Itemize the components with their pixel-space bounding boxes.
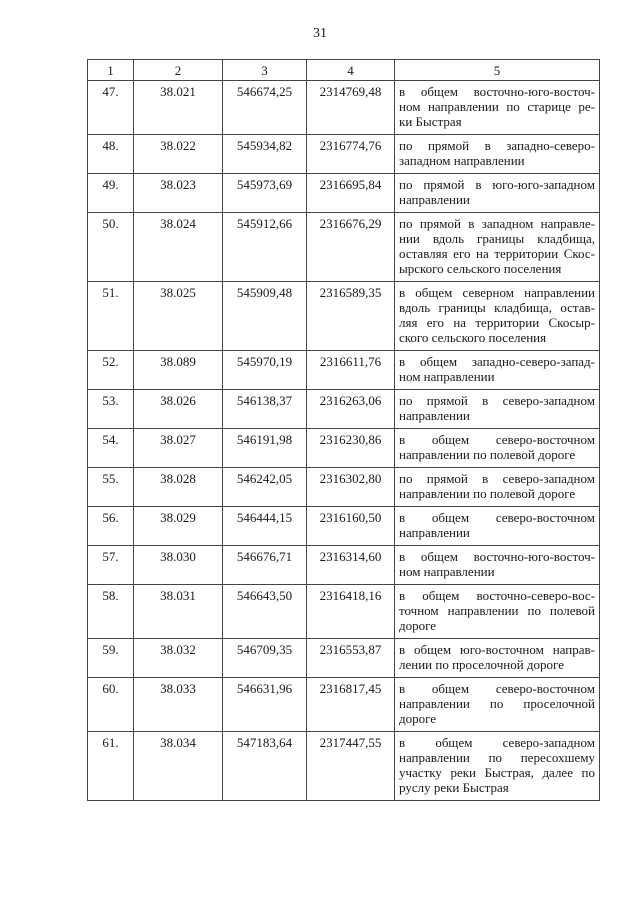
description-line: оставляя его на территории Скос- (399, 246, 595, 261)
point-id: 38.021 (134, 81, 223, 135)
table-row (88, 390, 600, 429)
point-id: 38.034 (134, 732, 223, 801)
description-line: направлении по проселочной (399, 696, 595, 711)
header-col-5: 5 (395, 60, 600, 81)
boundary-table (87, 59, 600, 801)
coord-x: 545909,48 (223, 282, 307, 351)
coord-y: 2316230,86 (307, 429, 395, 468)
point-id: 38.025 (134, 282, 223, 351)
coord-y: 2316817,45 (307, 678, 395, 732)
coord-y: 2316611,76 (307, 351, 395, 390)
description-line: в общем восточно-юго-восточ- (399, 84, 595, 99)
direction-description (395, 81, 600, 135)
description-line: ки Быстрая (399, 114, 462, 129)
coord-y: 2317447,55 (307, 732, 395, 801)
point-id: 38.026 (134, 390, 223, 429)
description-line: ского сельского поселения (399, 330, 547, 345)
coord-x: 545912,66 (223, 213, 307, 282)
description-line: руслу реки Быстрая (399, 780, 509, 795)
coord-x: 546709,35 (223, 639, 307, 678)
coord-x: 545934,82 (223, 135, 307, 174)
coord-x: 546242,05 (223, 468, 307, 507)
description-line: в общем юго-восточном направ- (399, 642, 595, 657)
description-line: направлении по пересохшему (399, 750, 595, 765)
header-col-1: 1 (88, 60, 134, 81)
direction-description (395, 135, 600, 174)
table-row (88, 351, 600, 390)
description-line: по прямой в западно-северо- (399, 138, 595, 153)
coord-x: 546631,96 (223, 678, 307, 732)
page-number: 31 (313, 26, 327, 41)
point-id: 38.029 (134, 507, 223, 546)
table-row (88, 468, 600, 507)
point-id: 38.028 (134, 468, 223, 507)
description-line: направлении по полевой дороге (399, 447, 576, 462)
description-line: участку реки Быстрая, далее по (399, 765, 595, 780)
point-id: 38.033 (134, 678, 223, 732)
coord-x: 545970,19 (223, 351, 307, 390)
coord-y: 2316676,29 (307, 213, 395, 282)
table-row (88, 678, 600, 732)
description-line: в общем восточно-юго-восточ- (399, 549, 595, 564)
row-number: 48. (88, 135, 134, 174)
row-number: 53. (88, 390, 134, 429)
point-id: 38.031 (134, 585, 223, 639)
direction-description (395, 585, 600, 639)
description-line: вдоль границы кладбища, остав- (399, 300, 595, 315)
table-row (88, 507, 600, 546)
coord-y: 2316553,87 (307, 639, 395, 678)
table-row (88, 585, 600, 639)
point-id: 38.023 (134, 174, 223, 213)
table-row (88, 174, 600, 213)
direction-description (395, 546, 600, 585)
row-number: 49. (88, 174, 134, 213)
table-row (88, 429, 600, 468)
coord-x: 546674,25 (223, 81, 307, 135)
description-line: по прямой в северо-западном (399, 393, 595, 408)
row-number: 56. (88, 507, 134, 546)
header-row (88, 60, 600, 81)
point-id: 38.022 (134, 135, 223, 174)
description-line: в общем северо-восточном (399, 510, 595, 525)
description-line: направлении по полевой дороге (399, 486, 576, 501)
description-line: направлении (399, 408, 470, 423)
coord-x: 546138,37 (223, 390, 307, 429)
row-number: 58. (88, 585, 134, 639)
table-row (88, 135, 600, 174)
coord-x: 546676,71 (223, 546, 307, 585)
description-line: по прямой в юго-юго-западном (399, 177, 595, 192)
header-col-2: 2 (134, 60, 223, 81)
direction-description (395, 507, 600, 546)
description-line: ном направлении (399, 564, 495, 579)
row-number: 59. (88, 639, 134, 678)
header-col-3: 3 (223, 60, 307, 81)
description-line: ном направлении (399, 369, 495, 384)
direction-description (395, 390, 600, 429)
description-line: дороге (399, 618, 437, 633)
coord-x: 546444,15 (223, 507, 307, 546)
row-number: 57. (88, 546, 134, 585)
coord-y: 2316314,60 (307, 546, 395, 585)
table-row (88, 213, 600, 282)
direction-description (395, 468, 600, 507)
coord-x: 546643,50 (223, 585, 307, 639)
direction-description (395, 732, 600, 801)
description-line: в общем северном направлении (399, 285, 595, 300)
row-number: 52. (88, 351, 134, 390)
table-row (88, 81, 600, 135)
table-row (88, 282, 600, 351)
description-line: точном направлении по полевой (399, 603, 595, 618)
description-line: нии вдоль границы кладбища, (399, 231, 595, 246)
table-row (88, 639, 600, 678)
row-number: 55. (88, 468, 134, 507)
coord-y: 2316160,50 (307, 507, 395, 546)
coord-y: 2316589,35 (307, 282, 395, 351)
coord-x: 545973,69 (223, 174, 307, 213)
row-number: 47. (88, 81, 134, 135)
description-line: ляя его на территории Скосыр- (399, 315, 595, 330)
row-number: 60. (88, 678, 134, 732)
coord-y: 2316418,16 (307, 585, 395, 639)
table-header (88, 60, 600, 81)
direction-description (395, 351, 600, 390)
description-line: лении по проселочной дороге (399, 657, 564, 672)
row-number: 61. (88, 732, 134, 801)
table-row (88, 546, 600, 585)
description-line: направлении (399, 192, 470, 207)
coord-y: 2316695,84 (307, 174, 395, 213)
coord-x: 546191,98 (223, 429, 307, 468)
direction-description (395, 174, 600, 213)
point-id: 38.032 (134, 639, 223, 678)
description-line: по прямой в западном направле- (399, 216, 595, 231)
point-id: 38.089 (134, 351, 223, 390)
description-line: направлении (399, 525, 470, 540)
direction-description (395, 639, 600, 678)
description-line: по прямой в северо-западном (399, 471, 595, 486)
coord-y: 2316774,76 (307, 135, 395, 174)
description-line: западном направлении (399, 153, 525, 168)
table-row (88, 732, 600, 801)
row-number: 50. (88, 213, 134, 282)
description-line: ном направлении по старице ре- (399, 99, 595, 114)
table-body (88, 81, 600, 801)
point-id: 38.030 (134, 546, 223, 585)
description-line: в общем западно-северо-запад- (399, 354, 595, 369)
direction-description (395, 213, 600, 282)
description-line: в общем северо-восточном (399, 681, 595, 696)
header-col-4: 4 (307, 60, 395, 81)
description-line: в общем северо-восточном (399, 432, 595, 447)
coord-y: 2316263,06 (307, 390, 395, 429)
description-line: в общем восточно-северо-вос- (399, 588, 595, 603)
row-number: 54. (88, 429, 134, 468)
row-number: 51. (88, 282, 134, 351)
coord-y: 2314769,48 (307, 81, 395, 135)
direction-description (395, 678, 600, 732)
direction-description (395, 429, 600, 468)
coord-y: 2316302,80 (307, 468, 395, 507)
description-line: ырского сельского поселения (399, 261, 562, 276)
direction-description (395, 282, 600, 351)
coord-x: 547183,64 (223, 732, 307, 801)
point-id: 38.027 (134, 429, 223, 468)
description-line: в общем северо-западном (399, 735, 595, 750)
description-line: дороге (399, 711, 437, 726)
point-id: 38.024 (134, 213, 223, 282)
